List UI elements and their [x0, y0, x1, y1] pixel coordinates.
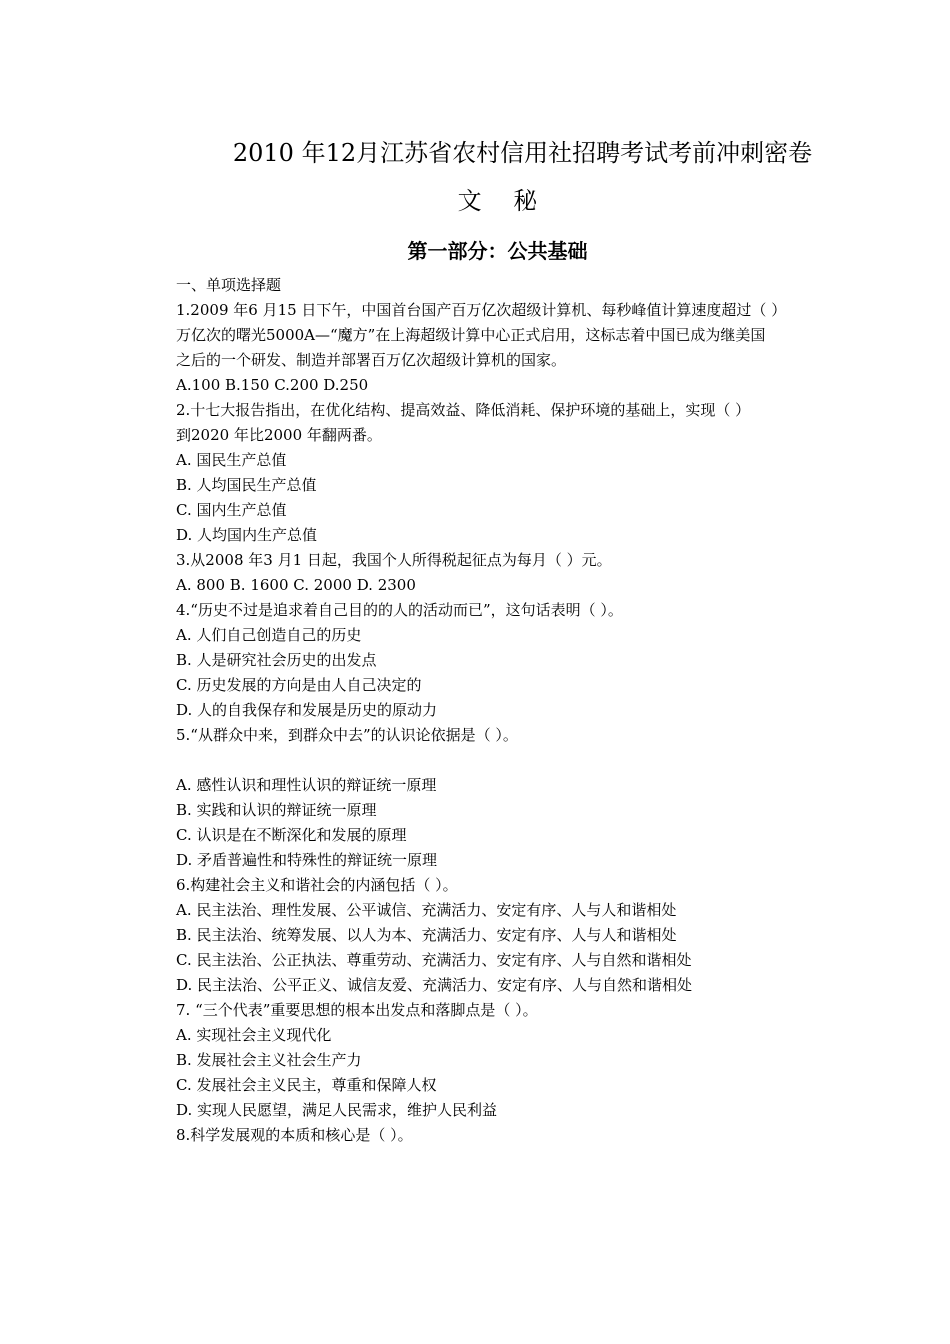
question-7-option-a: A. 实现社会主义现代化 [176, 1026, 332, 1044]
question-1-text-continued: 万亿次的曙光5000A—“魔方”在上海超级计算中心正式启用，这标志着中国已成为继美国 [176, 326, 766, 344]
question-2-option-a: A. 国民生产总值 [176, 451, 287, 469]
question-6-option-c: C. 民主法治、公正执法、尊重劳动、充满活力、安定有序、人与自然和谐相处 [176, 951, 692, 969]
question-6-option-b: B. 民主法治、统筹发展、以人为本、充满活力、安定有序、人与人和谐相处 [176, 926, 677, 944]
question-7-text: 7. “三个代表”重要思想的根本出发点和落脚点是（ ）。 [176, 1001, 538, 1019]
question-5-option-d: D. 矛盾普遍性和特殊性的辩证统一原理 [176, 851, 438, 869]
question-7-option-d: D. 实现人民愿望，满足人民需求，维护人民利益 [176, 1101, 498, 1119]
question-3-text: 3.从2008 年3 月1 日起，我国个人所得税起征点为每月（ ）元。 [176, 551, 612, 569]
question-4-option-d: D. 人的自我保存和发展是历史的原动力 [176, 701, 438, 719]
part-heading: 第一部分：公共基础 [407, 239, 588, 263]
question-5-option-a: A. 感性认识和理性认识的辩证统一原理 [176, 776, 437, 794]
question-2-option-d: D. 人均国内生产总值 [176, 526, 318, 544]
question-2-option-b: B. 人均国民生产总值 [176, 476, 317, 494]
question-2-text: 2.十七大报告指出，在优化结构、提高效益、降低消耗、保护环境的基础上，实现（ ） [176, 401, 751, 419]
question-list [145, 273, 805, 1148]
question-5-option-b: B. 实践和认识的辩证统一原理 [176, 801, 377, 819]
question-1-options: A.100 B.150 C.200 D.250 [176, 376, 369, 394]
blank-line [145, 748, 805, 773]
question-4-text: 4.“历史不过是追求着自己目的的人的活动而已”，这句话表明（ ）。 [176, 601, 623, 619]
question-3-options: A. 800 B. 1600 C. 2000 D. 2300 [176, 576, 416, 594]
question-1-text-end: 之后的一个研发、制造并部署百万亿次超级计算机的国家。 [176, 351, 567, 369]
question-4-option-a: A. 人们自己创造自己的历史 [176, 626, 362, 644]
document-title: 2010 年12月江苏省农村信用社招聘考试考前冲刺密卷 [232, 139, 813, 167]
question-4-option-c: C. 历史发展的方向是由人自己决定的 [176, 676, 422, 694]
question-2-text-continued: 到2020 年比2000 年翻两番。 [176, 426, 382, 444]
question-6-option-a: A. 民主法治、理性发展、公平诚信、充满活力、安定有序、人与人和谐相处 [176, 901, 677, 919]
question-5-option-c: C. 认识是在不断深化和发展的原理 [176, 826, 407, 844]
question-4-option-b: B. 人是研究社会历史的出发点 [176, 651, 377, 669]
question-5-text: 5.“从群众中来，到群众中去”的认识论依据是（ ）。 [176, 726, 518, 744]
question-1-text: 1.2009 年6 月15 日下午，中国首台国产百万亿次超级计算机、每秒峰值计算速度超过（ ） [176, 301, 787, 319]
section-heading: 一、单项选择题 [176, 276, 282, 294]
document-subtitle: 文 秘 [457, 187, 550, 215]
question-7-option-b: B. 发展社会主义社会生产力 [176, 1051, 362, 1069]
question-7-option-c: C. 发展社会主义民主，尊重和保障人权 [176, 1076, 437, 1094]
question-8-text: 8.科学发展观的本质和核心是（ ）。 [176, 1126, 413, 1144]
question-6-text: 6.构建社会主义和谐社会的内涵包括（ ）。 [176, 876, 458, 894]
question-2-option-c: C. 国内生产总值 [176, 501, 287, 519]
question-6-option-d: D. 民主法治、公平正义、诚信友爱、充满活力、安定有序、人与自然和谐相处 [176, 976, 693, 994]
